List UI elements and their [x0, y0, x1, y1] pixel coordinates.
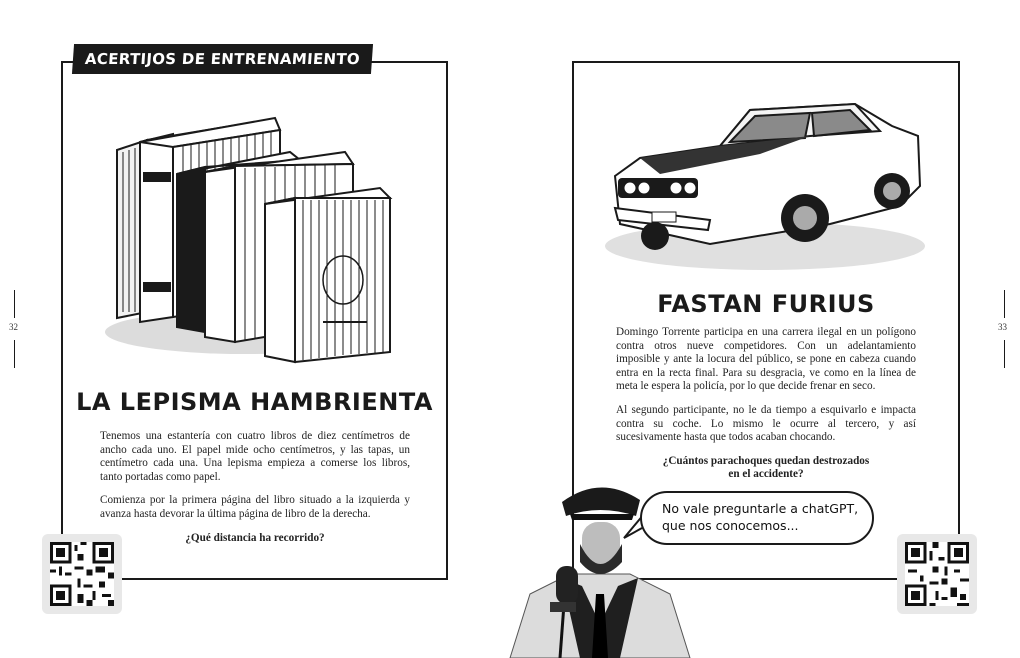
puzzle-title-left: LA LEPISMA HAMBRIENTA: [76, 388, 433, 416]
page-number-left: 32: [9, 322, 18, 332]
qr-code-icon: [905, 542, 969, 606]
puzzle-text-right: [616, 326, 916, 492]
speech-line-1: No vale preguntarle a chatGPT,: [662, 501, 859, 516]
left-edge-rule-bottom: [14, 340, 15, 368]
question-line-1: ¿Cuántos parachoques quedan destrozados: [662, 454, 870, 467]
paragraph-1: Domingo Torrente participa en una carrera ilegal en un polígono contra otros nueve competidores. Con un adelantamiento imposible y ante la locura del público, se pone en cabeza cuando entra en la recta final. Para su desgracia, ve como en la línea de meta le espera la policía, por lo que decide frenar en seco.: [616, 326, 916, 393]
puzzle-question-left: ¿Qué distancia ha recorrido?: [185, 531, 325, 544]
paragraph-2: Al segundo participante, no le da tiempo a esquivarlo e impacta contra su coche. Lo mismo le ocurre al tercero, y así sucesivamente hasta que todos acaban chocando.: [616, 403, 916, 444]
left-edge-rule-top: [14, 290, 15, 318]
puzzle-title-right: FASTAN FURIUS: [657, 290, 875, 318]
qr-code-icon: [50, 542, 114, 606]
speech-line-2: que nos conocemos...: [662, 518, 799, 533]
puzzle-text-left: [100, 430, 410, 555]
speech-bubble: [640, 491, 874, 545]
paragraph-1: Tenemos una estantería con cuatro libros de diez centímetros de ancho cada uno. El papel mide ocho centímetros, y las tapas, un centímetro cada una. Una lepisma empieza a comerse los libros, tanto portadas como papel.: [100, 430, 410, 483]
paragraph-2: Comienza por la primera página del libro situado a la izquierda y avanza hasta devorar la última página de libro de la derecha.: [100, 494, 410, 520]
page-number-right: 33: [998, 322, 1007, 332]
question-line-2: en el accidente?: [728, 468, 804, 481]
qr-code-right[interactable]: [897, 534, 977, 614]
right-edge-rule-bottom: [1004, 340, 1005, 368]
section-tag: ACERTIJOS DE ENTRENAMIENTO: [72, 44, 373, 74]
right-edge-rule-top: [1004, 290, 1005, 318]
muscle-car-illustration: [600, 96, 930, 276]
qr-code-left[interactable]: [42, 534, 122, 614]
books-illustration: [95, 112, 405, 382]
